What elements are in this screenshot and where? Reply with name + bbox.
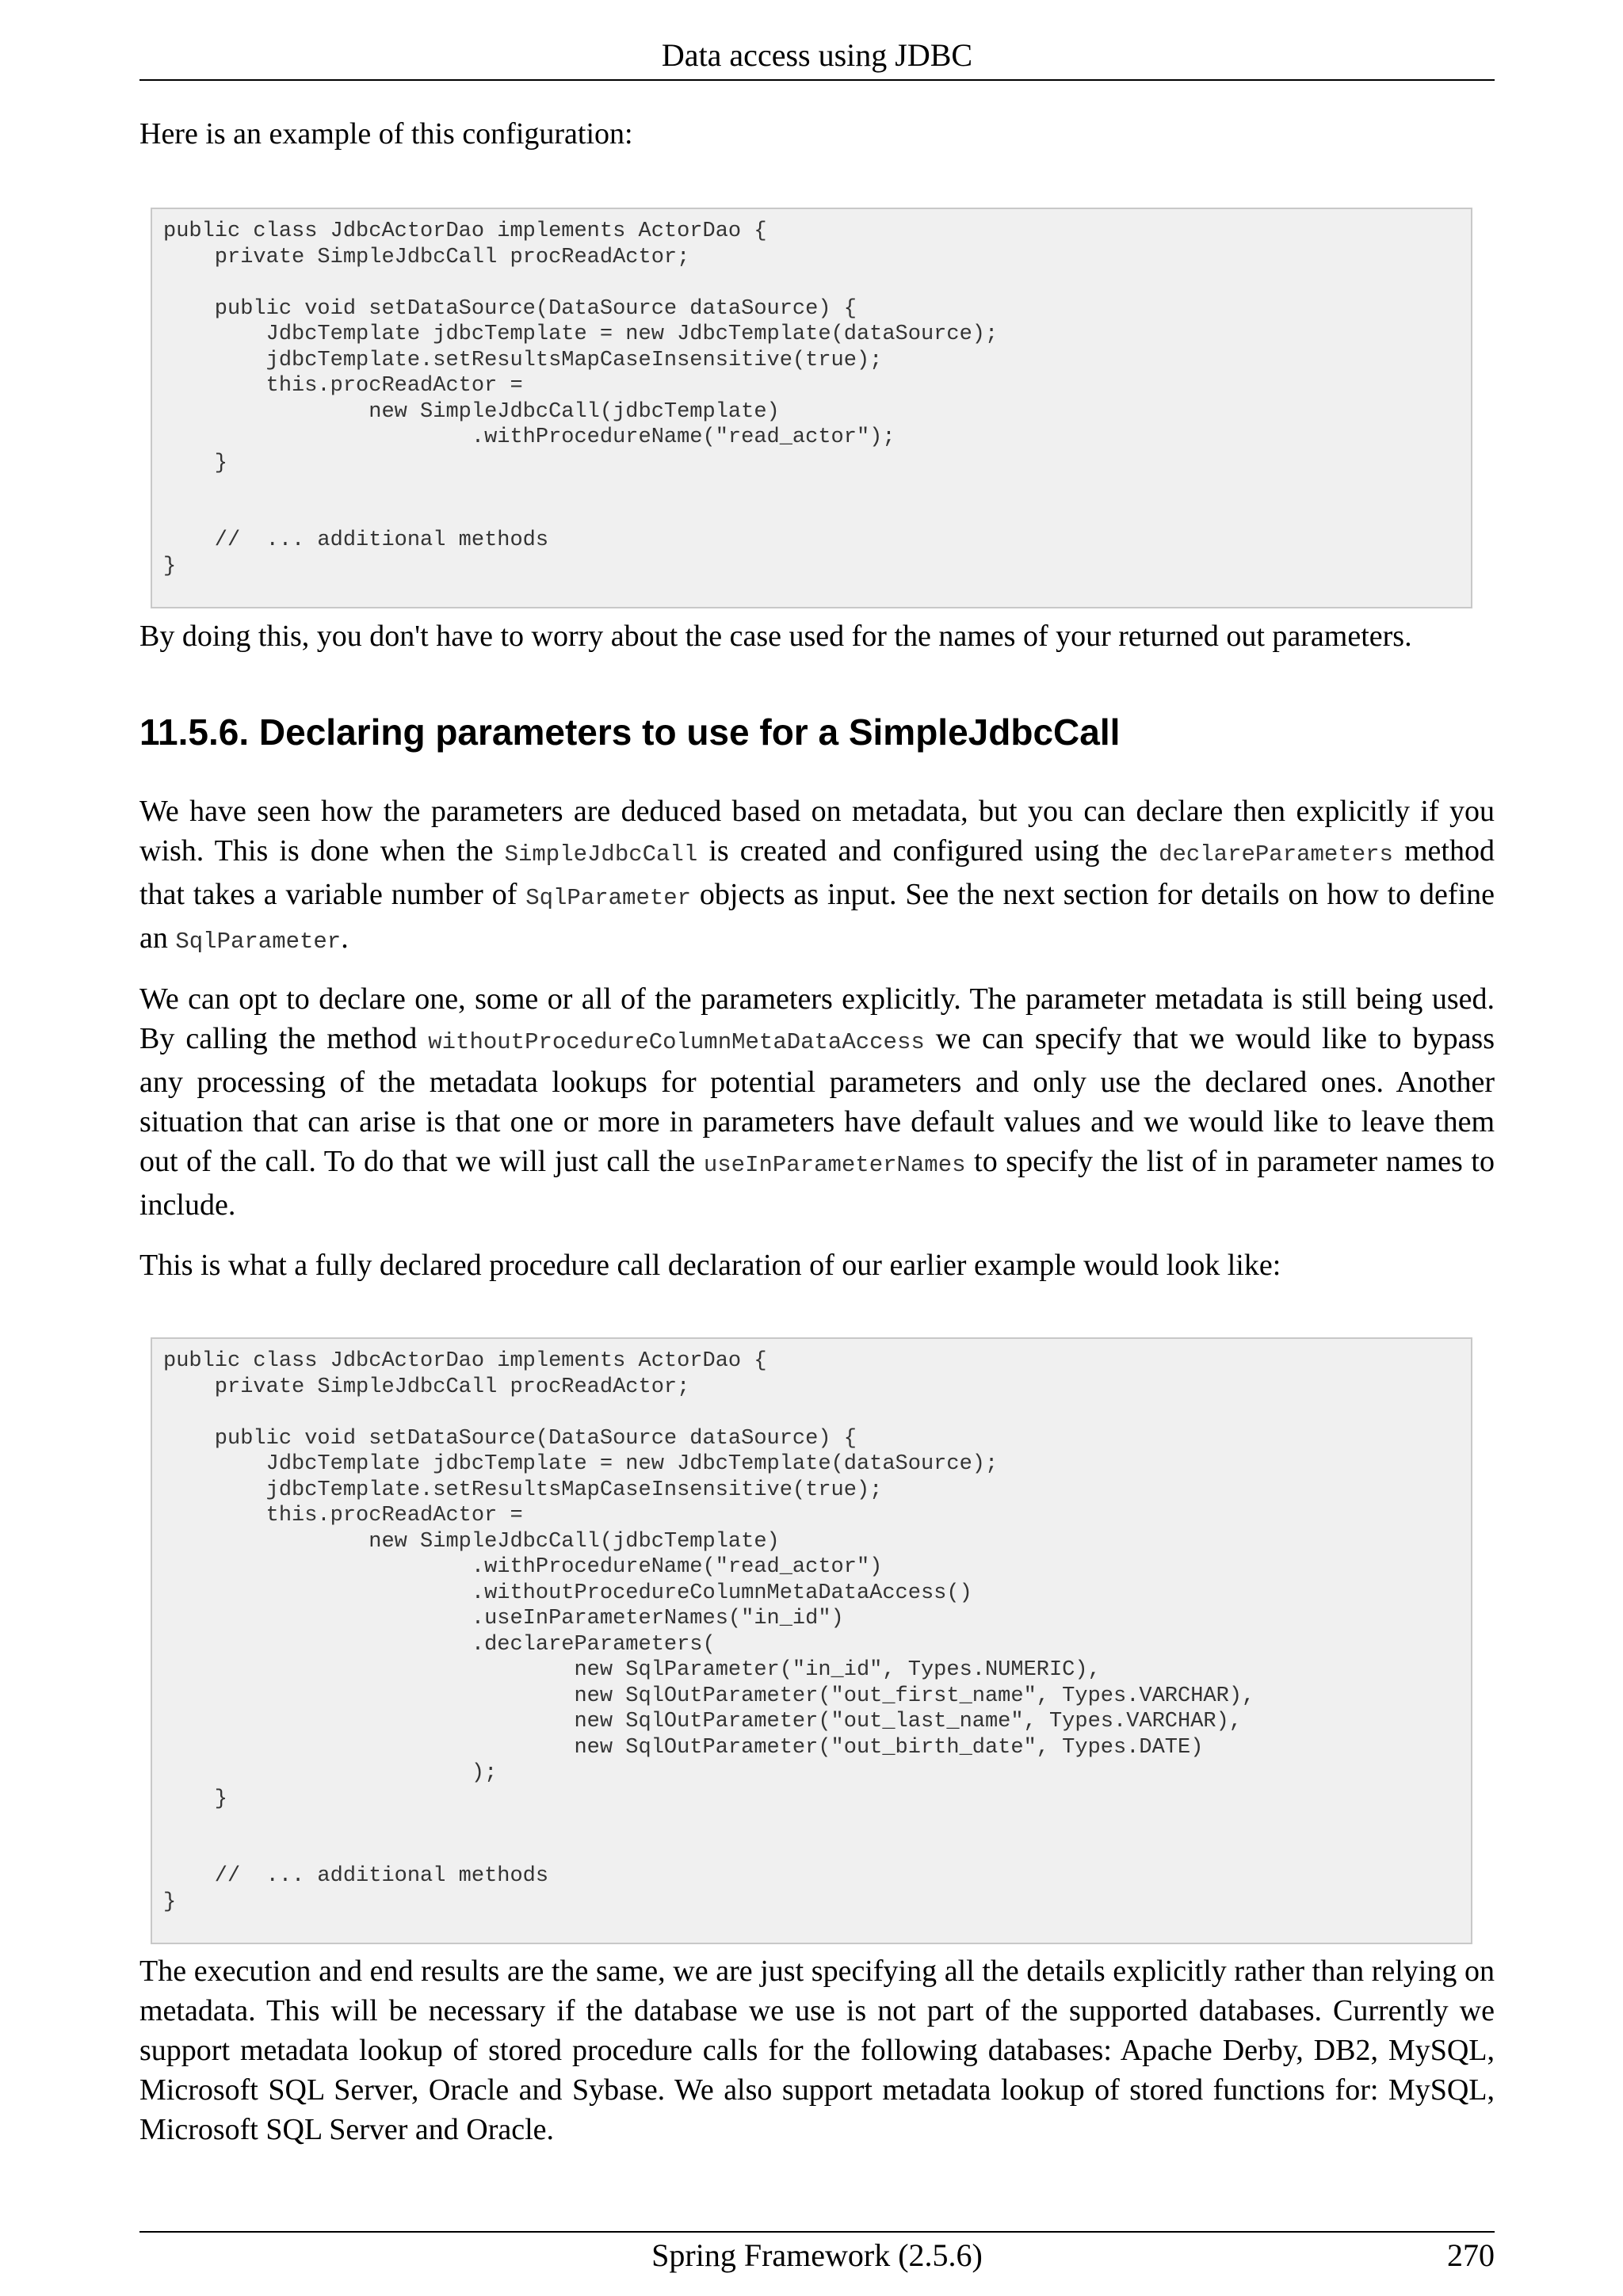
running-header: Data access using JDBC	[139, 36, 1495, 81]
inline-code: useInParameterNames	[703, 1152, 966, 1178]
paragraph-results: The execution and end results are the same, we are just specifying all the details explicitly rather than relying on metadata. This will be necessary if the database we use is not part of the supported databases. Currently we support metadata lookup of stored procedure calls for the following databases: Apache Derby, DB2, MySQL, Microsoft SQL Server, Oracle and Sybase. We also support metadata lookup of stored functions for: MySQL, Microsoft SQL Server and Oracle.	[139, 1955, 1495, 2146]
paragraph-full-declaration: This is what a fully declared procedure call declaration of our earlier example would look like:	[139, 1249, 1281, 1282]
inline-code: declareParameters	[1159, 841, 1393, 868]
code-block-1: public class JdbcActorDao implements ActorDao { private SimpleJdbcCall procReadActor; public void setDataSource(DataSource dataSource) { JdbcTemplate jdbcTemplate = new JdbcTemplate(dataSource); jdbcTemplate.setResultsMapCaseInsensitive(true); this.procReadActor = new SimpleJdbcCall(jdbcTemplate) .withProcedureName("read_actor"); } // ... additional methods }	[151, 208, 1472, 608]
footer-divider	[139, 2231, 1495, 2233]
inline-code: withoutProcedureColumnMetaDataAccess	[428, 1029, 925, 1055]
after-code-paragraph: By doing this, you don't have to worry about the case used for the names of your returned out parameters.	[139, 620, 1412, 653]
code-block-2: public class JdbcActorDao implements ActorDao { private SimpleJdbcCall procReadActor; public void setDataSource(DataSource dataSource) { JdbcTemplate jdbcTemplate = new JdbcTemplate(dataSource); jdbcTemplate.setResultsMapCaseInsensitive(true); this.procReadActor = new SimpleJdbcCall(jdbcTemplate) .withProcedureName("read_actor") .withoutProcedureColumnMetaDataAccess() .useInParameterNames("in_id") .declareParameters( new SqlParameter("in_id", Types.NUMERIC), new SqlOutParameter("out_first_name", Types.VARCHAR), new SqlOutParameter("out_last_name", Types.VARCHAR), new SqlOutParameter("out_birth_date", Types.DATE) ); } // ... additional methods }	[151, 1337, 1472, 1944]
inline-code: SqlParameter	[175, 929, 342, 955]
running-footer: Spring Framework (2.5.6)	[651, 2237, 983, 2273]
inline-code: SqlParameter	[525, 885, 692, 911]
page-number: 270	[1447, 2237, 1495, 2273]
inline-code: SimpleJdbcCall	[504, 841, 698, 868]
paragraph-opt-declare: We can opt to declare one, some or all of the parameters explicitly. The parameter metadata is still being used. By calling the method withoutProcedureColumnMetaDataAccess we can specify that we would like to bypass any processing of the metadata lookups for potential parameters and only use the declared ones. Another situation that can arise is that one or more in parameters have default values and we would like to leave them out of the call. To do that we will just call the useInParameterNames to specify the list of in parameter names to include.	[139, 982, 1495, 1222]
intro-paragraph: Here is an example of this configuration:	[139, 117, 633, 151]
paragraph-declaring: We have seen how the parameters are deduced based on metadata, but you can declare then explicitly if you wish. This is done when the SimpleJdbcCall is created and configured using the declareParameters method that takes a variable number of SqlParameter objects as input. See the next section for details on how to define an SqlParameter.	[139, 795, 1495, 955]
section-heading: 11.5.6. Declaring parameters to use for a SimpleJdbcCall	[139, 711, 1121, 753]
